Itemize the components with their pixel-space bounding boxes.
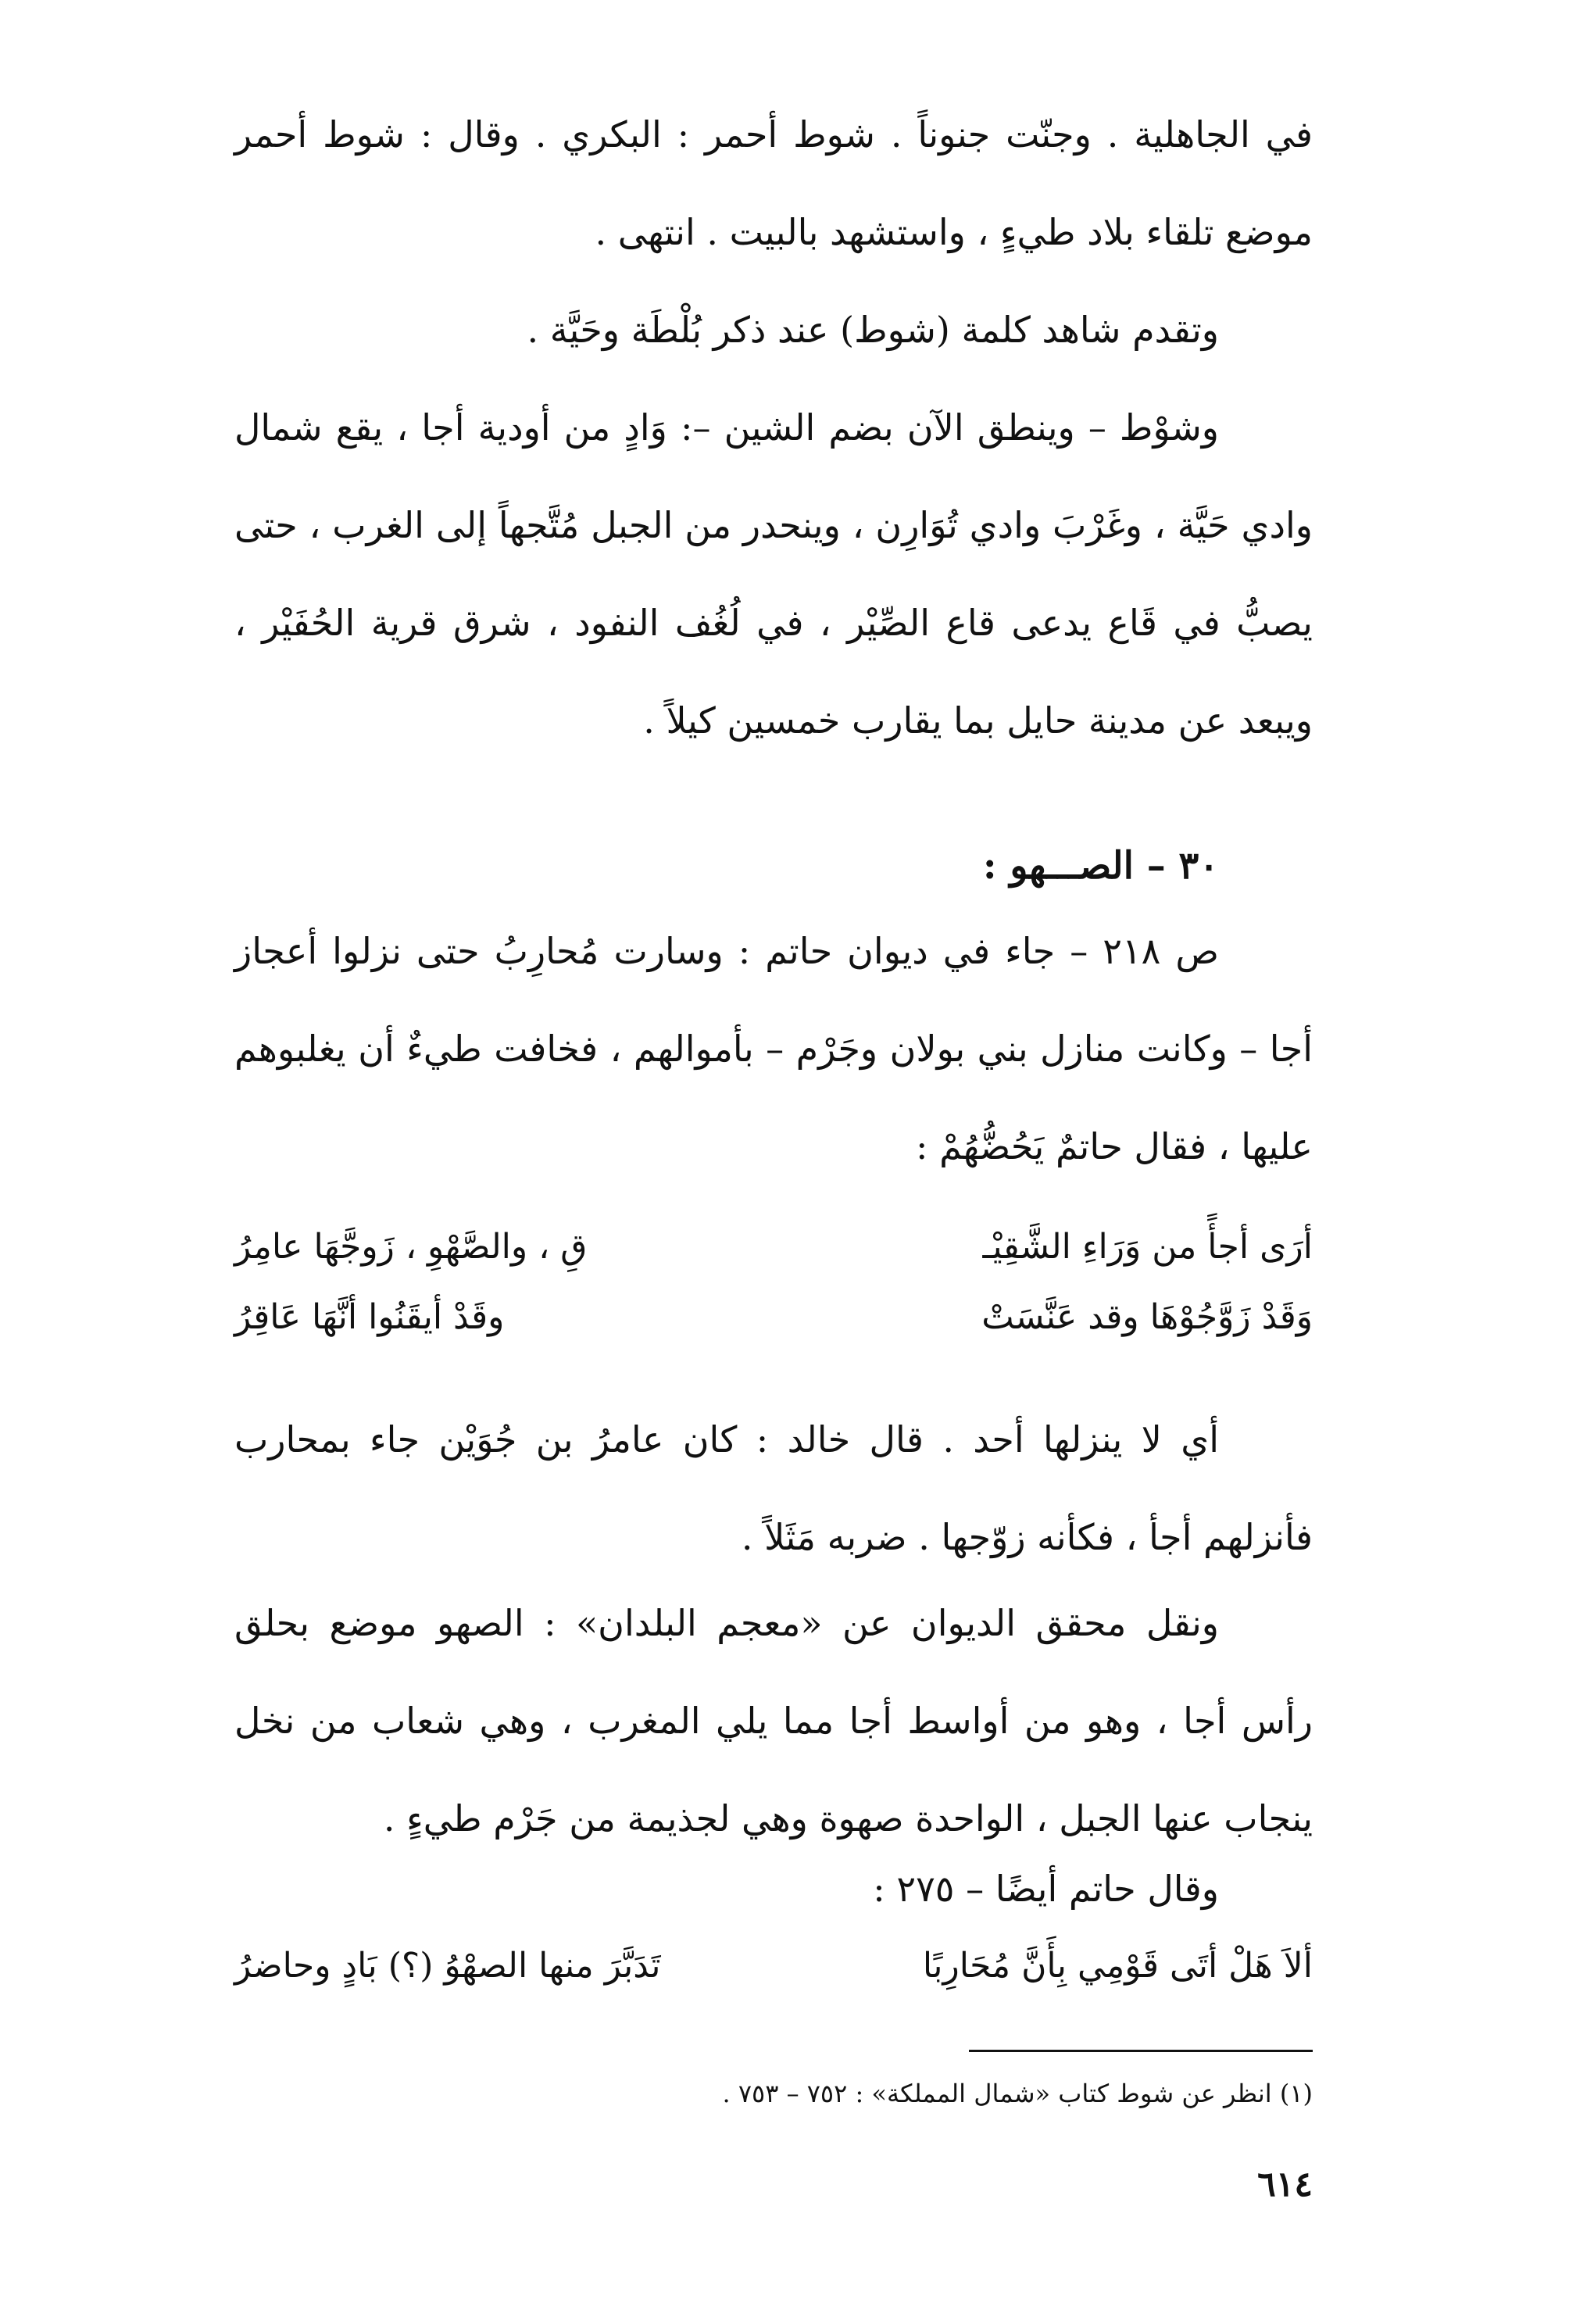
- paragraph-intro: في الجاهلية . وجنّت جنوناً . شوط أحمر : البكري . وقال : شوط أحمر موضع تلقاء بلاد طيءٍ ، واستشهد بالبيت . انتهى .: [234, 113, 1313, 253]
- paragraph-218: ص ٢١٨ – جاء في ديوان حاتم : وسارت مُحارِبُ حتى نزلوا أعجاز أجا – وكانت منازل بني بولان وجَرْم – بأموالهم ، فخافت طيءٌ أن يغلبوهم عليها ، فقال حاتمٌ يَحُضُّهُمْ :: [234, 930, 1313, 1167]
- verse-hatim-first-hemistich: ألاَ هَلْ أتَى قَوْمِي بِأَنَّ مُحَارِبًا: [922, 1946, 1313, 1986]
- verse-line-2: [234, 1297, 1313, 1337]
- text-block-khalid: [234, 1391, 1313, 1586]
- paragraph-shahid: وتقدم شاهد كلمة (شوط) عند ذكر بُلْطَة وحَيَّة .: [527, 309, 1219, 351]
- verse-line-2-second-hemistich: وقَدْ أيقَنُوا أنَّهَا عَاقِرُ: [234, 1297, 505, 1337]
- verse-line-2-first-hemistich: وَقَدْ زَوَّجُوْهَا وقد عَنَّسَتْ: [981, 1297, 1313, 1337]
- footnote: (١) انظر عن شوط كتاب «شمال المملكة» : ٧٥٢ – ٧٥٣ .: [722, 2079, 1313, 2108]
- verse-line-1-second-hemistich: قِ ، والصَّهْوِ ، زَوجَّهَا عامِرُ: [234, 1227, 588, 1267]
- paragraph-khalid: أي لا ينزلها أحد . قال خالد : كان عامرُ بن جُوَيْن جاء بمحارب فأنزلهم أجأ ، فكأنه زوّجها . ضربه مَثَلاً .: [234, 1418, 1313, 1558]
- paragraph-shawt: وشوْط – وينطق الآن بضم الشين –: وَادٍ من أودية أجا ، يقع شمال وادي حَيَّة ، وغَرْبَ وادي تُوَارِن ، وينحدر من الجبل مُتَّجهاً إلى الغرب ، حتى يصبُّ في قَاع يدعى قاع الصِّيْر ، في لُغُف النفود ، شرق قرية الحُفَيْر ، ويبعد عن مدينة حايل بما يقارب خمسين كيلاً .: [234, 406, 1313, 742]
- verse-line-1-first-hemistich: أرَى أجأً من وَرَاءِ الشَّقِيْـ: [982, 1227, 1313, 1267]
- page-number: ٦١٤: [1257, 2165, 1313, 2204]
- verse-hatim: [234, 1946, 1313, 1986]
- verse-hatim-second-hemistich: تَدَبَّرَ منها الصهْوُ (؟) بَادٍ وحاضرُ: [234, 1946, 661, 1986]
- text-block-naql: [234, 1575, 1313, 1868]
- paragraph-hatim: وقال حاتم أيضًا – ٢٧٥ :: [873, 1868, 1219, 1910]
- text-block-218: [234, 903, 1313, 1196]
- text-block-hatim: [234, 1840, 1313, 1938]
- paragraph-naql: ونقل محقق الديوان عن «معجم البلدان» : الصهو موضع بحلق رأس أجا ، وهو من أواسط أجا مما يلي المغرب ، وهي شعاب من نخل ينجاب عنها الجبل ، الواحدة صهوة وهي لجذيمة من جَرْم طيءٍ .: [234, 1602, 1313, 1840]
- section-title: ٣٠ – الصـــهو :: [982, 844, 1219, 888]
- footnote-divider: [969, 2050, 1313, 2052]
- text-block-top: [234, 86, 1313, 770]
- verse-line-1: [234, 1227, 1313, 1267]
